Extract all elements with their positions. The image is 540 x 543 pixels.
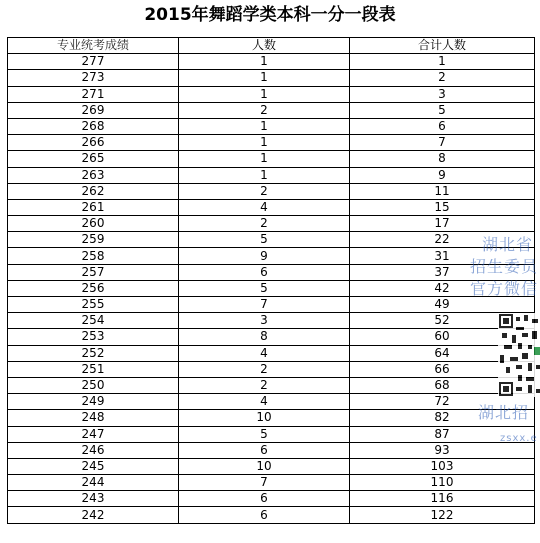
score-cell: 258	[8, 248, 179, 264]
table-row	[8, 183, 535, 199]
table-row	[8, 361, 535, 377]
score-cell: 255	[8, 297, 179, 313]
table-row	[8, 442, 535, 458]
table-row	[8, 313, 535, 329]
count-cell: 1	[179, 118, 350, 134]
count-cell: 8	[179, 329, 350, 345]
cumulative-cell: 42	[350, 280, 535, 296]
watermark	[468, 233, 540, 448]
table-row	[8, 426, 535, 442]
count-cell: 4	[179, 199, 350, 215]
cumulative-cell: 110	[350, 475, 535, 491]
count-cell: 1	[179, 151, 350, 167]
score-cell: 265	[8, 151, 179, 167]
count-cell: 1	[179, 54, 350, 70]
score-table	[7, 37, 535, 524]
score-cell: 254	[8, 313, 179, 329]
watermark-text: zsxx.e	[500, 433, 538, 444]
table-row	[8, 135, 535, 151]
count-cell: 2	[179, 361, 350, 377]
table-row	[8, 70, 535, 86]
score-cell: 261	[8, 199, 179, 215]
table-header-row	[8, 38, 535, 54]
count-cell: 1	[179, 135, 350, 151]
score-cell: 252	[8, 345, 179, 361]
score-cell: 249	[8, 394, 179, 410]
count-cell: 6	[179, 442, 350, 458]
count-cell: 7	[179, 297, 350, 313]
table-row	[8, 329, 535, 345]
cumulative-cell: 9	[350, 167, 535, 183]
count-cell: 2	[179, 102, 350, 118]
cumulative-cell: 11	[350, 183, 535, 199]
score-cell: 269	[8, 102, 179, 118]
table-row	[8, 507, 535, 523]
table-row	[8, 118, 535, 134]
score-cell: 271	[8, 86, 179, 102]
count-cell: 1	[179, 86, 350, 102]
cumulative-cell: 5	[350, 102, 535, 118]
cumulative-cell: 52	[350, 313, 535, 329]
cumulative-cell: 3	[350, 86, 535, 102]
table-row	[8, 491, 535, 507]
score-cell: 259	[8, 232, 179, 248]
count-cell: 6	[179, 491, 350, 507]
count-cell: 1	[179, 70, 350, 86]
cumulative-cell: 116	[350, 491, 535, 507]
cumulative-cell: 6	[350, 118, 535, 134]
table-row	[8, 394, 535, 410]
score-cell: 277	[8, 54, 179, 70]
count-cell: 6	[179, 264, 350, 280]
count-cell: 10	[179, 410, 350, 426]
table-row	[8, 410, 535, 426]
cumulative-cell: 72	[350, 394, 535, 410]
score-cell: 251	[8, 361, 179, 377]
watermark-text: 湖北省	[482, 235, 534, 254]
table-row	[8, 377, 535, 393]
header-cumulative: 合计人数	[350, 38, 535, 54]
cumulative-cell: 103	[350, 458, 535, 474]
score-cell: 242	[8, 507, 179, 523]
count-cell: 5	[179, 426, 350, 442]
table-row	[8, 151, 535, 167]
cumulative-cell: 37	[350, 264, 535, 280]
table-row	[8, 297, 535, 313]
cumulative-cell: 68	[350, 377, 535, 393]
cumulative-cell: 22	[350, 232, 535, 248]
cumulative-cell: 60	[350, 329, 535, 345]
cumulative-cell: 1	[350, 54, 535, 70]
score-cell: 263	[8, 167, 179, 183]
table-row	[8, 458, 535, 474]
count-cell: 4	[179, 394, 350, 410]
score-cell: 262	[8, 183, 179, 199]
watermark-text: 官方微信	[470, 279, 539, 298]
cumulative-cell: 17	[350, 216, 535, 232]
count-cell: 5	[179, 232, 350, 248]
score-cell: 260	[8, 216, 179, 232]
count-cell: 2	[179, 216, 350, 232]
count-cell: 10	[179, 458, 350, 474]
count-cell: 9	[179, 248, 350, 264]
score-cell: 257	[8, 264, 179, 280]
score-cell: 268	[8, 118, 179, 134]
cumulative-cell: 93	[350, 442, 535, 458]
cumulative-cell: 2	[350, 70, 535, 86]
score-cell: 266	[8, 135, 179, 151]
count-cell: 2	[179, 377, 350, 393]
table-row	[8, 345, 535, 361]
cumulative-cell: 87	[350, 426, 535, 442]
table-body	[8, 54, 535, 523]
watermark-text: 湖北招	[478, 403, 530, 422]
cumulative-cell: 66	[350, 361, 535, 377]
table-row	[8, 248, 535, 264]
header-score: 专业统考成绩	[8, 38, 179, 54]
cumulative-cell: 15	[350, 199, 535, 215]
cumulative-cell: 122	[350, 507, 535, 523]
table-row	[8, 475, 535, 491]
count-cell: 1	[179, 167, 350, 183]
cumulative-cell: 7	[350, 135, 535, 151]
cumulative-cell: 8	[350, 151, 535, 167]
table-row	[8, 102, 535, 118]
score-cell: 246	[8, 442, 179, 458]
score-cell: 273	[8, 70, 179, 86]
table-row	[8, 167, 535, 183]
header-count: 人数	[179, 38, 350, 54]
score-cell: 247	[8, 426, 179, 442]
score-cell: 243	[8, 491, 179, 507]
table-row	[8, 232, 535, 248]
score-cell: 244	[8, 475, 179, 491]
table-row	[8, 86, 535, 102]
count-cell: 3	[179, 313, 350, 329]
count-cell: 2	[179, 183, 350, 199]
cumulative-cell: 49	[350, 297, 535, 313]
count-cell: 5	[179, 280, 350, 296]
table-row	[8, 264, 535, 280]
count-cell: 6	[179, 507, 350, 523]
score-cell: 253	[8, 329, 179, 345]
qr-code-icon	[498, 313, 540, 397]
table-row	[8, 199, 535, 215]
count-cell: 4	[179, 345, 350, 361]
cumulative-cell: 82	[350, 410, 535, 426]
page-title: 2015年舞蹈学类本科一分一段表	[144, 5, 396, 25]
count-cell: 7	[179, 475, 350, 491]
table-row	[8, 54, 535, 70]
score-cell: 248	[8, 410, 179, 426]
table-row	[8, 216, 535, 232]
score-cell: 250	[8, 377, 179, 393]
cumulative-cell: 64	[350, 345, 535, 361]
score-cell: 245	[8, 458, 179, 474]
watermark-text: 招生委员	[470, 257, 539, 276]
cumulative-cell: 31	[350, 248, 535, 264]
table-row	[8, 280, 535, 296]
score-cell: 256	[8, 280, 179, 296]
